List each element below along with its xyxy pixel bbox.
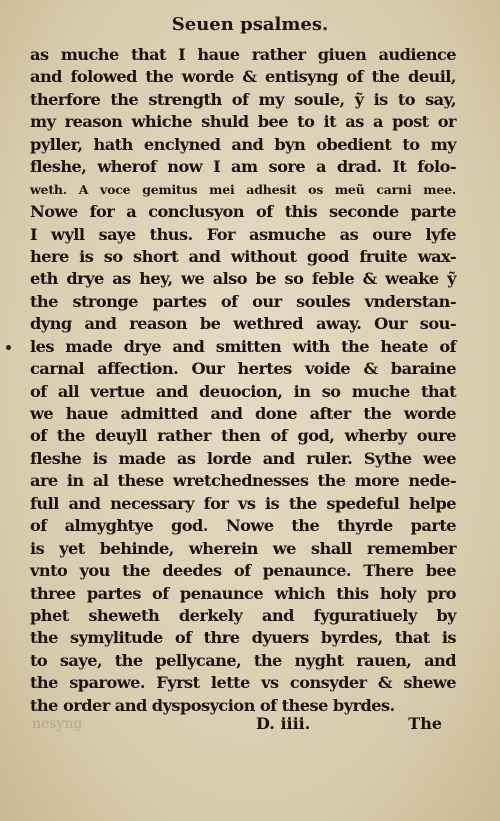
text-line: the sparowe. Fyrst lette vs consyder & shewe	[30, 673, 456, 693]
signature-mark: D. iiii.	[256, 714, 311, 733]
text-line: dyng and reason be wethred away. Our sou-	[30, 314, 456, 334]
text-line: as muche that I haue rather giuen audience	[30, 45, 456, 64]
text-line: are in al these wretchednesses the more nede-	[30, 471, 456, 491]
text-line: of all vertue and deuocion, in so muche that	[30, 381, 456, 401]
show-through-text: nesyng	[32, 716, 83, 732]
text-line: my reason whiche shuld bee to it as a post or	[30, 112, 456, 132]
text-line: I wyll saye thus. For asmuche as oure lyfe	[30, 224, 456, 244]
text-line: to saye, the pellycane, the nyght rauen, and	[30, 650, 456, 670]
text-line: the stronge partes of our soules vnderstan-	[30, 291, 456, 311]
text-line: the order and dysposycion of these byrdes.	[30, 695, 395, 715]
text-line: les made drye and smitten with the heate of	[30, 336, 456, 356]
text-line: and folowed the worde & entisyng of the deuil,	[30, 67, 456, 87]
text-line: of the deuyll rather then of god, wherby oure	[30, 426, 456, 446]
text-line: full and necessary for vs is the spedeful helpe	[30, 493, 456, 513]
running-head: Seuen psalmes.	[171, 14, 329, 35]
page-footer	[30, 714, 456, 740]
text-line: here is so short and without good fruite wax-	[30, 246, 456, 266]
latin-quotation: weth. A voce gemitus mei adhesit os meũ carni mee.	[30, 181, 456, 197]
catchword: The	[408, 714, 442, 733]
text-line: phet sheweth derkely and fyguratiuely by	[30, 605, 456, 625]
text-line: the symylitude of thre dyuers byrdes, that is	[30, 628, 456, 648]
text-line: we haue admitted and done after the worde	[30, 404, 456, 423]
text-line: carnal affection. Our hertes voide & baraine	[30, 359, 456, 379]
text-line: vnto you the deedes of penaunce. There bee	[30, 561, 456, 581]
text-line: Nowe for a conclusyon of this seconde parte	[30, 202, 456, 222]
text-line: three partes of penaunce which this holy pro	[30, 583, 456, 603]
text-line: of almyghtye god. Nowe the thyrde parte	[30, 516, 456, 536]
text-line: fleshe, wherof now I am sore a drad. It folo-	[30, 157, 456, 177]
text-line: pyller, hath enclyned and byn obedient to my	[30, 134, 456, 154]
body-text	[30, 44, 456, 717]
text-line: therfore the strength of my soule, ỹ is to say,	[30, 89, 456, 109]
text-line: fleshe is made as lorde and ruler. Sythe wee	[30, 448, 456, 468]
text-line: eth drye as hey, we also be so feble & weake ỹ	[30, 269, 456, 289]
ink-spot	[6, 345, 11, 350]
text-line: is yet behinde, wherein we shall remember	[30, 538, 456, 558]
